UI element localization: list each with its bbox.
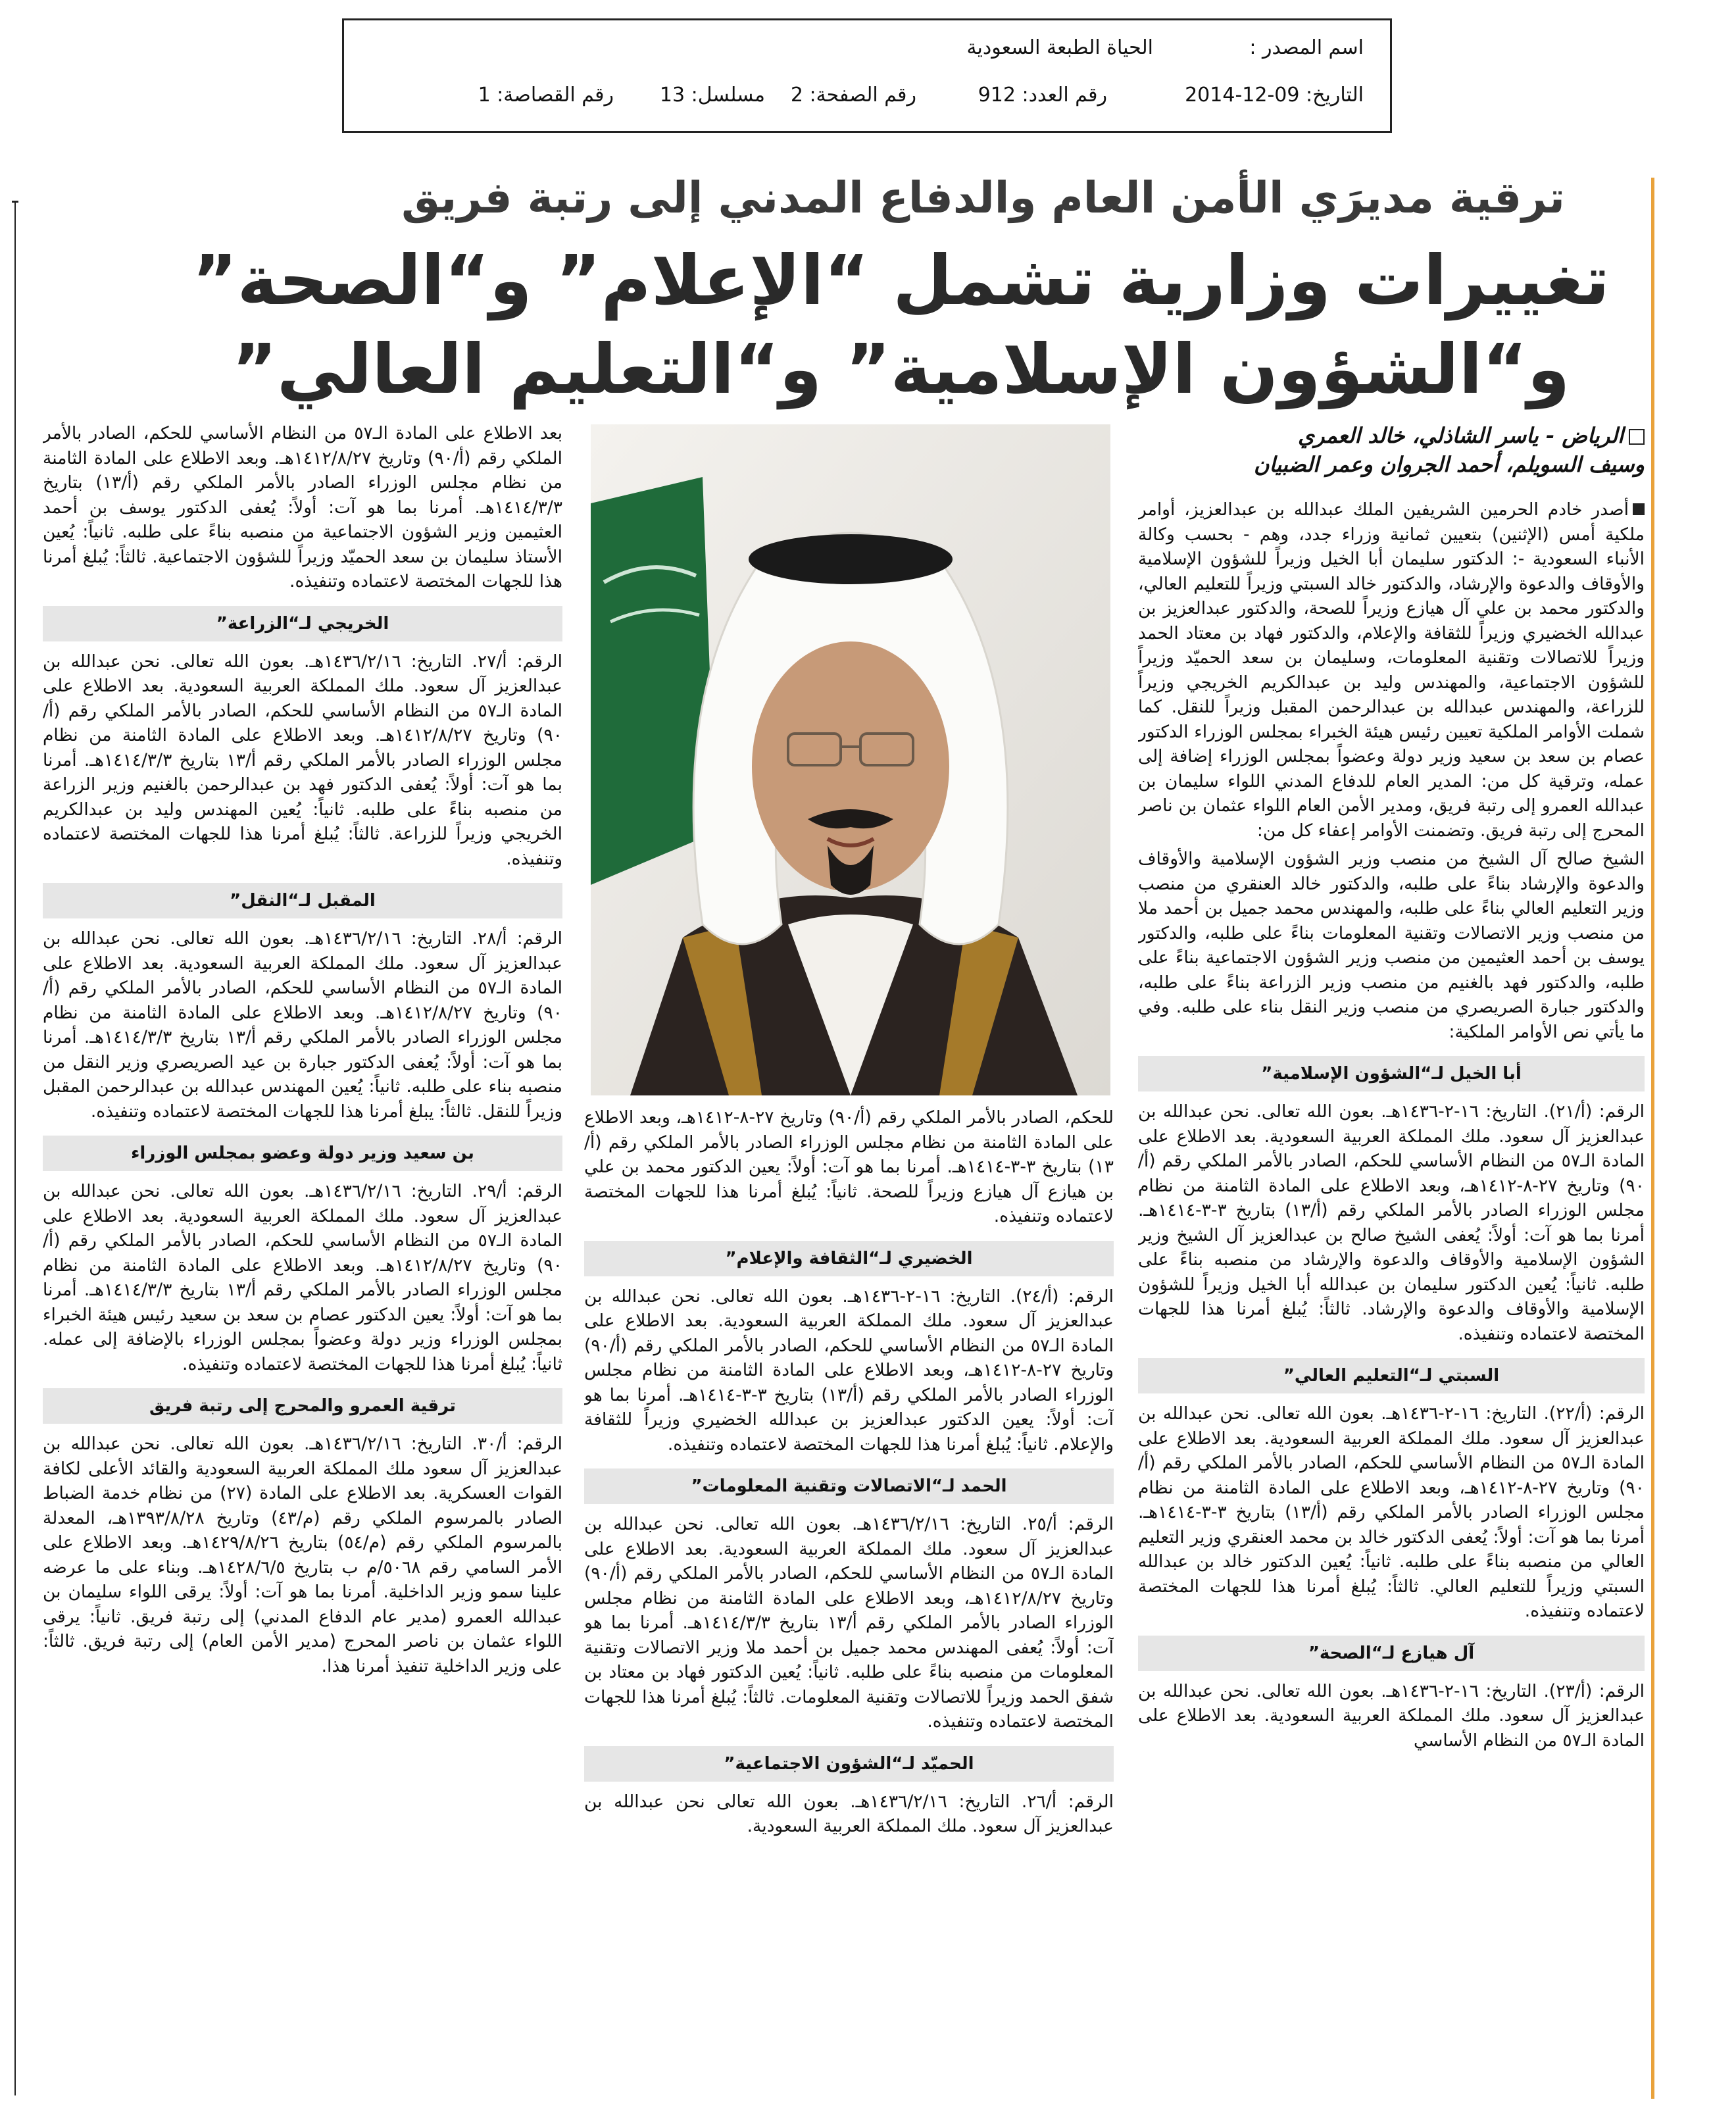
section-body: الرقم: (أ/٢١). التاريخ: ١٦-٢-١٤٣٦هـ. بعون الله تعالى. نحن عبدالله بن عبدالعزيز آل سعود. ملك المملكة العربية السعودية. بعد الاطلاع على المادة الـ٥٧ من النظام الأساسي للحكم، الصادر بالأمر الملكي رقم (أ/٩٠) وتاريخ ٢٧-٨-١٤١٢هـ، وبعد الاطلاع على المادة الثامنة من نظام مجلس الوزراء الصادر بالأمر الملكي رقم (أ/١٣) بتاريخ ٣-٣-١٤١٤هـ. أمرنا بما هو آت: أولاً: يُعفى الشيخ صالح بن عبدالعزيز آل الشيخ وزير الشؤون الإسلامية والأوقاف والدعوة والإرشاد من منصبه بناءً على طلبه. ثانياً: يُعين الدكتور سليمان بن عبدالله أبا الخيل وزيراً للشؤون الإسلامية والأوقاف والدعوة والإرشاد. ثالثاً: يُبلغ أمرنا هذا للجهات المختصة لاعتماده وتنفيذه.	[1138, 1101, 1645, 1344]
column-rule-left	[14, 201, 16, 2095]
section-body: الرقم: أ/٢٨. التاريخ: ١٤٣٦/٢/١٦هـ. بعون الله تعالى. نحن عبدالله بن عبدالعزيز آل سعود. ملك المملكة العربية السعودية. بعد الاطلاع على المادة الـ٥٧ من النظام الأساسي للحكم، الصادر بالأمر الملكي رقم (أ/٩٠) وتاريخ ١٤١٢/٨/٢٧هـ. وبعد الاطلاع على المادة الثامنة من نظام مجلس الوزراء الصادر بالأمر الملكي رقم أ/١٣ بتاريخ ١٤١٤/٣/٣هـ. أمرنا بما هو آت: أولاً: يُعفى الدكتور جبارة بن عيد الصريصري وزير النقل من منصبه بناء على طلبه. ثانياً: يُعين المهندس عبدالله بن عبدالرحمن المقبل وزيراً للنقل. ثالثاً: يبلغ أمرنا هذا للجهات المختصة لاعتماده وتنفيذه.	[43, 928, 562, 1122]
section-body: الرقم: أ/٢٦. التاريخ: ١٤٣٦/٢/١٦هـ. بعون الله تعالى نحن عبدالله بن عبدالعزيز آل سعود. ملك المملكة العربية السعودية.	[584, 1791, 1114, 1836]
square-bullet-icon	[1633, 503, 1645, 515]
column-left	[43, 421, 562, 2099]
serial-field: مسلسل: 13	[659, 84, 765, 107]
clip-field: رقم القصاصة: 1	[478, 84, 614, 107]
byline-line-2: وسيف السويلم، أحمد الجروان وعمر الضبيان	[1253, 452, 1645, 477]
source-row	[370, 36, 1364, 69]
section-title: أبا الخيل لـ“الشؤون الإسلامية”	[1138, 1056, 1645, 1091]
section-title: بن سعيد وزير دولة وعضو بمجلس الوزراء	[43, 1136, 562, 1171]
byline-box-icon	[1629, 429, 1645, 445]
portrait-photo	[591, 424, 1110, 1095]
continued-paragraph: بعد الاطلاع على المادة الـ٥٧ من النظام الأساسي للحكم، الصادر بالأمر الملكي رقم (أ/٩٠) وتاريخ ١٤١٢/٨/٢٧هـ. وبعد الاطلاع على المادة الثامنة من نظام مجلس الوزراء الصادر بالأمر الملكي رقم (أ/١٣) بتاريخ ١٤١٤/٣/٣هـ. أمرنا بما هو آت: أولاً: يُعفى الدكتور يوسف بن أحمد العثيمين وزير الشؤون الاجتماعية من منصبه بناءً على طلبه. ثانياً: يُعين الأستاذ سليمان بن سعد الحميّد وزيراً للشؤون الاجتماعية. ثالثاً: يُبلغ أمرنا هذا للجهات المختصة لاعتماده وتنفيذه.	[43, 423, 562, 591]
column-middle	[584, 1105, 1114, 2099]
section-title: الخضيري لـ“الثقافة والإعلام”	[584, 1241, 1114, 1276]
lead-paragraph	[1138, 497, 1645, 843]
page-field: رقم الصفحة: 2	[790, 84, 916, 107]
section-body: الرقم: أ/٢٥. التاريخ: ١٤٣٦/٢/١٦هـ. بعون الله تعالى. نحن عبدالله بن عبدالعزيز آل سعود. ملك المملكة العربية السعودية. بعد الاطلاع على المادة الـ٥٧ من النظام الأساسي للحكم، الصادر بالأمر الملكي رقم (أ/٩٠) وتاريخ ١٤١٢/٨/٢٧هـ، وبعد الاطلاع على المادة الثامنة من نظام مجلس الوزراء الصادر بالأمر الملكي رقم أ/١٣ بتاريخ ١٤١٤/٣/٣هـ. أمرنا بما هو آت: أولاً: يُعفى المهندس محمد جميل بن أحمد ملا وزير الاتصالات وتقنية المعلومات من منصبه بناءً على طلبه. ثانياً: يُعين الدكتور فهاد بن معتاد بن شفق الحمد وزيراً للاتصالات وتقنية المعلومات. ثالثاً: يُبلغ أمرنا هذا للجهات المختصة لاعتماده وتنفيذه.	[584, 1514, 1114, 1732]
section-title: الحمد لـ“الاتصالات وتقنية المعلومات”	[584, 1468, 1114, 1504]
section-body: الرقم: (أ/٢٢). التاريخ: ١٦-٢-١٤٣٦هـ. بعون الله تعالى. نحن عبدالله بن عبدالعزيز آل سعود. ملك المملكة العربية السعودية. بعد الاطلاع على المادة الـ٥٧ من النظام الأساسي للحكم، الصادر بالأمر الملكي رقم (أ/٩٠) وتاريخ ٢٧-٨-١٤١٢هـ، وبعد الاطلاع على المادة الثامنة من نظام مجلس الوزراء الصادر بالأمر الملكي رقم (أ/١٣) بتاريخ ٣-٣-١٤١٤هـ. أمرنا بما هو آت: أولاً: يُعفى الدكتور خالد بن محمد العنقري وزير التعليم العالي من منصبه بناءً على طلبه. ثانياً: يُعين الدكتور خالد بن عبدالله السبتي وزيراً للتعليم العالي. ثالثاً: يُبلغ أمرنا هذا للجهات المختصة لاعتماده وتنفيذه.	[1138, 1403, 1645, 1621]
source-label: اسم المصدر :	[1249, 36, 1364, 59]
column-rule-accent	[1651, 178, 1654, 2099]
section-body: الرقم: (أ/٢٣). التاريخ: ١٦-٢-١٤٣٦هـ. بعون الله تعالى. نحن عبدالله بن عبدالعزيز آل سعود. ملك المملكة العربية السعودية. بعد الاطلاع على المادة الـ٥٧ من النظام الأساسي	[1138, 1680, 1645, 1751]
section-body: الرقم: أ/٢٧. التاريخ: ١٤٣٦/٢/١٦هـ. بعون الله تعالى. نحن عبدالله بن عبدالعزيز آل سعود. ملك المملكة العربية السعودية. بعد الاطلاع على المادة الـ٥٧ من النظام الأساسي للحكم، الصادر بالأمر الملكي رقم (أ/٩٠) وتاريخ ١٤١٢/٨/٢٧هـ. وبعد الاطلاع على المادة الثامنة من نظام مجلس الوزراء الصادر بالأمر الملكي رقم أ/١٣ بتاريخ ١٤١٤/٣/٣هـ. أمرنا بما هو آت: أولاً: يُعفى الدكتور فهد بن عبدالرحمن بالغنيم وزير الزراعة من منصبه بناءً على طلبه. ثانياً: يُعين المهندس وليد بن عبدالكريم الخريجي وزيراً للزراعة. ثالثاً: يُبلغ أمرنا هذا للجهات المختصة لاعتماده وتنفيذه.	[43, 651, 562, 869]
source-info-box	[342, 18, 1392, 133]
byline-line-1: الرياض - ياسر الشاذلي، خالد العمري	[1297, 423, 1624, 448]
issue-field: رقم العدد: 912	[978, 84, 1107, 107]
portrait-illustration	[591, 424, 1110, 1095]
continued-paragraph: للحكم، الصادر بالأمر الملكي رقم (أ/٩٠) وتاريخ ٢٧-٨-١٤١٢هـ، وبعد الاطلاع على المادة الثامنة من نظام مجلس الوزراء الصادر بالأمر الملكي رقم (أ/١٣) بتاريخ ٣-٣-١٤١٤هـ. أمرنا بما هو آت: أولاً: يعين الدكتور محمد بن علي بن هيازع آل هيازع وزيراً للصحة. ثانياً: يُبلغ أمرنا هذا للجهات المختصة لاعتماده وتنفيذه.	[584, 1107, 1114, 1226]
section-title: الخريجي لـ“الزراعة”	[43, 606, 562, 641]
section-body: الرقم: أ/٣٠. التاريخ: ١٤٣٦/٢/١٦هـ. بعون الله تعالى. نحن عبدالله بن عبدالعزيز آل سعود ملك المملكة العربية السعودية والقائد الأعلى لكافة القوات العسكرية. بعد الاطلاع على المادة (٢٧) من نظام خدمة الضباط الصادر بالمرسوم الملكي رقم (م/٤٣) وتاريخ ١٣٩٣/٨/٢٨هـ، المعدلة بالمرسوم الملكي رقم (م/٥٤) بتاريخ ١٤٢٩/٨/٢٦هـ. وبعد الاطلاع على الأمر السامي رقم ٥٠٦٨/م ب بتاريخ ١٤٢٨/٦/٥هـ. وبناء على ما عرضه علينا سمو وزير الداخلية. أمرنا بما هو آت: أولاً: يرقى اللواء سليمان بن عبدالله العمرو (مدير عام الدفاع المدني) إلى رتبة فريق. ثانياً: يرقى اللواء عثمان بن ناصر المحرج (مدير الأمن العام) إلى رتبة فريق. ثالثاً: على وزير الداخلية تنفيذ أمرنا هذا.	[43, 1434, 562, 1676]
section-title: السبتي لـ“التعليم العالي”	[1138, 1358, 1645, 1393]
article-kicker: ترقية مديرَي الأمن العام والدفاع المدني إلى رتبة فريق	[401, 172, 1565, 223]
lead-text: أصدر خادم الحرمين الشريفين الملك عبدالله بن عبدالعزيز، أوامر ملكية أمس (الإثنين) بتعيين ثمانية وزراء جدد، وهم - بحسب وكالة الأنباء السعودية -: الدكتور سليمان أبا الخيل وزيراً للشؤون الإسلامية والأوقاف والدعوة والإرشاد، والدكتور خالد السبتي وزيراً للتعليم العالي، والدكتور محمد بن علي آل هيازع وزيراً للصحة، والدكتور عبدالعزيز بن عبدالله الخضيري وزيراً للثقافة والإعلام، والدكتور فهاد بن معتاد الحمد وزيراً للاتصالات وتقنية المعلومات، وسليمان بن سعد الحميّد وزيراً للشؤون الاجتماعية، والمهندس وليد بن عبدالكريم الخريجي وزيراً للزراعة، والمهندس عبدالله بن عبدالرحمن المقبل وزيراً للنقل. كما شملت الأوامر الملكية تعيين رئيس هيئة الخبراء بمجلس الوزراء الدكتور عصام بن سعد بن سعيد وزير دولة وعضواً بمجلس الوزراء إضافة إلى عمله، وترقية كل من: المدير العام للدفاع المدني اللواء سليمان بن عبدالله العمرو إلى رتبة فريق، ومدير الأمن العام اللواء عثمان بن ناصر المحرج إلى رتبة فريق. وتضمنت الأوامر إعفاء كل من:	[1138, 499, 1645, 841]
byline	[1138, 421, 1645, 479]
section-body: الرقم: أ/٢٩. التاريخ: ١٤٣٦/٢/١٦هـ. بعون الله تعالى. نحن عبدالله بن عبدالعزيز آل سعود. ملك المملكة العربية السعودية. بعد الاطلاع على المادة الـ٥٧ من النظام الأساسي للحكم، الصادر بالأمر الملكي رقم (أ/٩٠) وتاريخ ١٤١٢/٨/٢٧هـ. وبعد الاطلاع على المادة الثامنة من نظام مجلس الوزراء الصادر بالأمر الملكي رقم أ/١٣ بتاريخ ١٤١٤/٣/٣هـ. أمرنا بما هو آت: أولاً: يعين الدكتور عصام بن سعد بن سعيد رئيس هيئة الخبراء بمجلس الوزراء وزير دولة وعضواً بمجلس الوزراء بالإضافة إلى عمله. ثانياً: يُبلغ أمرنا هذا للجهات المختصة لاعتماده وتنفيذه.	[43, 1181, 562, 1374]
meta-row	[370, 84, 1364, 116]
section-title: آل هيازع لـ“الصحة”	[1138, 1636, 1645, 1671]
section-title: الحميّد لـ“الشؤون الاجتماعية”	[584, 1746, 1114, 1782]
section-title: ترقية العمرو والمحرج إلى رتبة فريق	[43, 1388, 562, 1424]
headline-line-1: تغييرات وزارية تشمل “الإعلام” و“الصحة”	[192, 240, 1610, 320]
source-value: الحياة الطبعة السعودية	[966, 36, 1153, 59]
date-field: التاريخ: 09-12-2014	[1185, 84, 1364, 107]
section-title: المقبل لـ“النقل”	[43, 883, 562, 918]
lead-paragraph-2: الشيخ صالح آل الشيخ من منصب وزير الشؤون الإسلامية والأوقاف والدعوة والإرشاد بناءً على طلبه، والدكتور خالد العنقري من منصب وزير التعليم العالي بناءً على طلبه، والمهندس محمد جميل بن أحمد ملا من منصب وزير الاتصالات وتقنية المعلومات بناءً على طلبه، والدكتور يوسف بن أحمد العثيمين من منصب وزير الشؤون الاجتماعية بناءً على طلبه، والدكتور فهد بالغنيم من منصب وزير الزراعة بناءً على طلبه، والدكتور جبارة الصريصري من منصب وزير النقل بناء على طلبه. وفي ما يأتي نص الأوامر الملكية:	[1138, 849, 1645, 1042]
column-right	[1138, 421, 1645, 2099]
headline-line-2: و“الشؤون الإسلامية” و“التعليم العالي”	[232, 329, 1570, 409]
section-body: الرقم: (أ/٢٤). التاريخ: ١٦-٢-١٤٣٦هـ. بعون الله تعالى. نحن عبدالله بن عبدالعزيز آل سعود. ملك المملكة العربية السعودية. بعد الاطلاع على المادة الـ٥٧ من النظام الأساسي للحكم، الصادر بالأمر الملكي رقم (أ/٩٠) وتاريخ ٢٧-٨-١٤١٢هـ، وبعد الاطلاع على المادة الثامنة من نظام مجلس الوزراء الصادر بالأمر الملكي رقم (أ/١٣) بتاريخ ٣-٣-١٤١٤هـ. أمرنا بما هو آت: أولاً: يعين الدكتور عبدالعزيز بن عبدالله الخضيري وزيراً للثقافة والإعلام. ثانياً: يُبلغ أمرنا هذا للجهات المختصة لاعتماده وتنفيذه.	[584, 1286, 1114, 1455]
